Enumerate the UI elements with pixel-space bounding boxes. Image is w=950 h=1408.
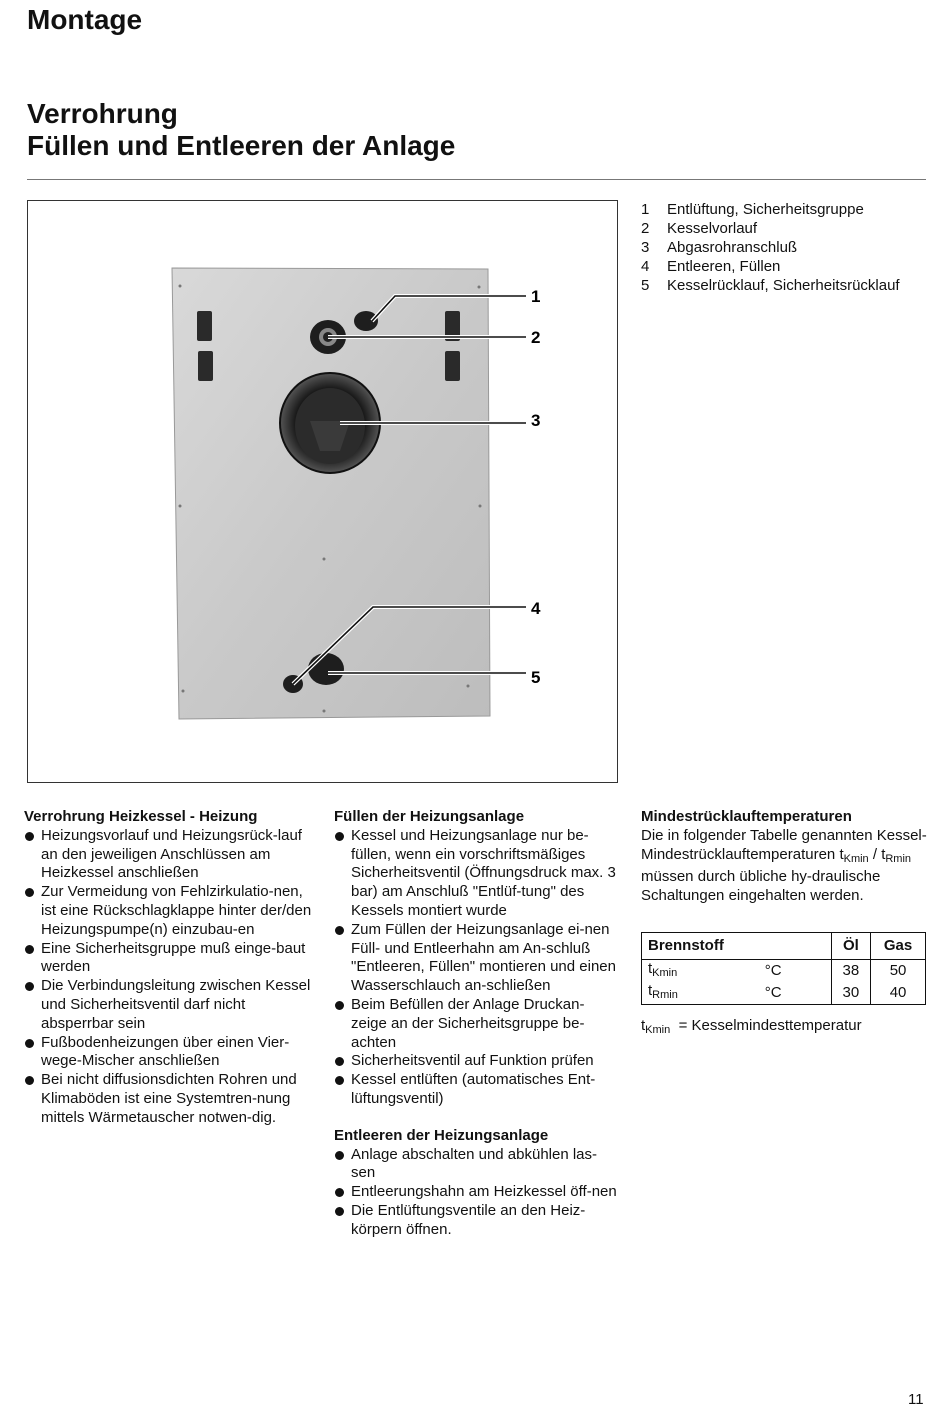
list-item: Die Entlüftungsventile an den Heiz-körpern öffnen. <box>334 1202 619 1240</box>
legend-label: Entlüftung, Sicherheitsgruppe <box>667 201 864 218</box>
row-symbol: t <box>648 959 653 977</box>
list-item: Die Verbindungsleitung zwischen Kessel und Sicherheitsventil darf nicht absperrbar sein <box>24 977 314 1033</box>
piping-list <box>24 827 314 1128</box>
cell-oil: 38 <box>831 959 870 982</box>
boiler-figure <box>27 200 618 783</box>
fill-list <box>334 827 619 1109</box>
cell-gas: 50 <box>871 959 926 982</box>
piping-section <box>24 808 314 1128</box>
legend-num: 4 <box>641 258 650 275</box>
piping-heading: Verrohrung Heizkessel - Heizung <box>24 808 258 825</box>
header-spacer <box>759 932 832 959</box>
row-sub: Rmin <box>652 988 678 1001</box>
legend-label: Kesselrücklauf, Sicherheitsrücklauf <box>667 277 900 294</box>
left-slot-upper <box>197 311 212 341</box>
header-oil: Öl <box>831 932 870 959</box>
callout-2: 2 <box>531 328 541 347</box>
page-title-line-1: Verrohrung <box>27 98 178 129</box>
drain-heading: Entleeren der Heizungsanlage <box>334 1126 549 1144</box>
callout-3: 3 <box>531 411 541 430</box>
min-return-temp-section <box>641 808 931 1040</box>
return-connection <box>308 653 344 685</box>
legend-label: Kesselvorlauf <box>667 220 758 237</box>
header-fuel: Brennstoff <box>642 932 759 959</box>
drain-list <box>334 1146 619 1240</box>
footnote-symbol: t <box>641 1016 646 1034</box>
page-title-line-2: Füllen und Entleeren der Anlage <box>27 130 456 161</box>
intro-sub-rmin: Rmin <box>885 852 912 865</box>
row-unit: °C <box>759 982 832 1005</box>
fill-drain-section <box>334 808 619 1240</box>
boiler-photo <box>28 201 617 782</box>
legend-num: 1 <box>641 201 650 218</box>
callout-5: 5 <box>531 668 541 687</box>
page-title <box>27 98 455 162</box>
left-slot-lower <box>198 351 213 381</box>
legend-item <box>641 276 900 295</box>
row-unit: °C <box>759 959 832 982</box>
callout-4: 4 <box>531 599 541 618</box>
row-symbol: t <box>648 981 653 999</box>
page-number: 11 <box>908 1391 924 1408</box>
legend-item <box>641 200 900 219</box>
list-item: Sicherheitsventil auf Funktion prüfen <box>334 1052 619 1071</box>
list-item: Beim Befüllen der Anlage Druckan-zeige an der Sicherheitsgruppe be-achten <box>334 996 619 1052</box>
legend-item <box>641 238 900 257</box>
list-item: Kessel entlüften (automatisches Ent-lüftungsventil) <box>334 1071 619 1109</box>
section-heading: Montage <box>27 4 143 35</box>
fill-heading: Füllen der Heizungsanlage <box>334 808 525 825</box>
legend-num: 5 <box>641 277 650 294</box>
list-item: Heizungsvorlauf und Heizungsrück-lauf an den jeweiligen Anschlüssen am Heizkessel anschließen <box>24 827 314 883</box>
figure-legend <box>641 200 900 295</box>
intro-slash: / <box>868 845 882 863</box>
list-item: Zum Füllen der Heizungsanlage ei-nen Füll- und Entleerhahn am An-schluß "Entleeren, Füllen" montieren und einen Wasserschlauch an-schließen <box>334 921 619 996</box>
legend-label: Abgasrohranschluß <box>667 239 798 256</box>
legend-item <box>641 219 900 238</box>
temperature-table <box>641 932 926 1005</box>
intro-text-end: müssen durch übliche hy-draulische Schaltungen eingehalten werden. <box>641 868 881 905</box>
title-divider <box>27 179 926 180</box>
legend-label: Entleeren, Füllen <box>667 258 781 275</box>
list-item: Zur Vermeidung von Fehlzirkulatio-nen, ist eine Rückschlagklappe hinter der/den Heizungspumpe(n) einzubau-en <box>24 883 314 939</box>
list-item: Kessel und Heizungsanlage nur be-füllen, wenn ein vorschriftsmäßiges Sicherheitsventil (Öffnungsdruck max. 3 bar) am Anschluß "Entlüf-tung" des Kessels montiert wurde <box>334 827 619 921</box>
header-gas: Gas <box>871 932 926 959</box>
list-item: Anlage abschalten und abkühlen las-sen <box>334 1146 619 1184</box>
footnote-text: = Kesselmindesttemperatur <box>678 1016 862 1034</box>
list-item: Bei nicht diffusionsdichten Rohren und Klimaböden ist eine Systemtren-nung mittels Wärmetauscher notwen-dig. <box>24 1071 314 1127</box>
intro-symbol: t <box>839 845 844 863</box>
row-sub: Kmin <box>652 966 678 979</box>
table-row <box>642 959 926 982</box>
legend-item <box>641 257 900 276</box>
intro-sub-kmin: Kmin <box>843 852 869 865</box>
cell-oil: 30 <box>831 982 870 1005</box>
intro-text: Die in folgender Tabelle genannten Kessel-Mindestrücklauftemperaturen <box>641 826 927 863</box>
legend-num: 3 <box>641 239 650 256</box>
list-item: Eine Sicherheitsgruppe muß einge-baut werden <box>24 940 314 978</box>
list-item: Fußbodenheizungen über einen Vier-wege-Mischer anschließen <box>24 1034 314 1072</box>
table-header-row <box>642 932 926 959</box>
right-slot-lower <box>445 351 460 381</box>
intro-symbol: t <box>881 845 886 863</box>
legend-num: 2 <box>641 220 650 237</box>
callout-1: 1 <box>531 287 541 306</box>
min-return-intro <box>641 827 931 906</box>
footnote-sub: Kmin <box>645 1023 671 1036</box>
table-footnote <box>641 1017 931 1040</box>
min-return-heading: Mindestrücklauftemperaturen <box>641 808 852 825</box>
table-row <box>642 982 926 1005</box>
cell-gas: 40 <box>871 982 926 1005</box>
list-item: Entleerungshahn am Heizkessel öff-nen <box>334 1183 619 1202</box>
